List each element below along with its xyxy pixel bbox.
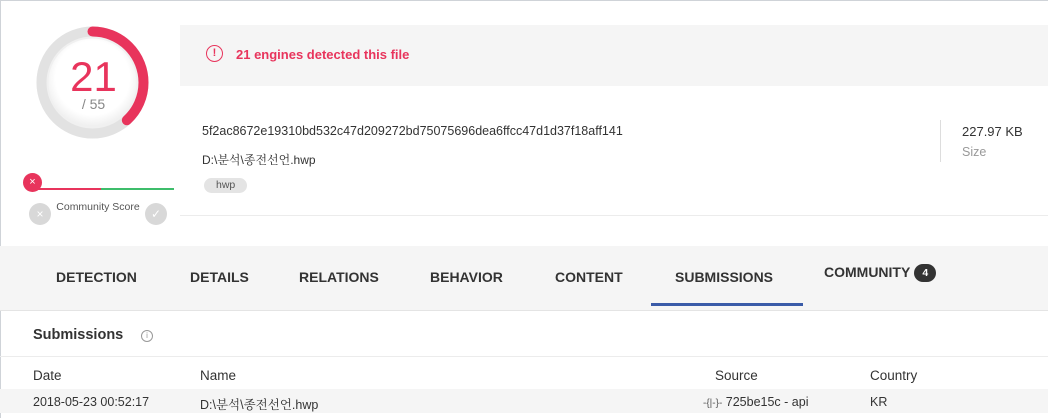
detected-count: 21 <box>70 53 117 100</box>
tab-submissions[interactable]: SUBMISSIONS <box>675 269 774 285</box>
tab-community[interactable] <box>824 264 936 282</box>
alert-icon: ! <box>206 45 223 62</box>
vote-harmful-button[interactable]: × <box>29 203 51 225</box>
community-bar-positive <box>101 188 174 190</box>
file-info <box>180 86 1048 216</box>
tab-details[interactable]: DETAILS <box>190 269 249 285</box>
divider <box>940 120 941 162</box>
submission-source <box>703 395 808 409</box>
tab-community-label: COMMUNITY <box>824 264 911 280</box>
tab-behavior[interactable]: BEHAVIOR <box>430 269 503 285</box>
submission-date: 2018-05-23 00:52:17 <box>33 395 150 409</box>
api-key-icon: -{|-}- <box>703 398 723 409</box>
community-marker-icon: × <box>23 173 42 192</box>
file-name: D:\분석\종전선언.hwp <box>202 153 316 167</box>
tab-bar <box>0 246 1048 311</box>
info-icon[interactable]: i <box>141 330 153 342</box>
file-size: 227.97 KB <box>962 124 1023 139</box>
community-score <box>23 173 173 233</box>
column-source: Source <box>715 368 758 383</box>
community-count-badge: 4 <box>914 264 936 282</box>
active-tab-indicator <box>651 303 803 306</box>
column-name: Name <box>200 368 237 383</box>
submission-name: D:\분석\종전선언.hwp <box>200 398 319 412</box>
submissions-header <box>0 315 1048 357</box>
file-tag[interactable]: hwp <box>204 178 247 193</box>
vote-harmless-button[interactable]: ✓ <box>145 203 167 225</box>
submission-source-text: 725be15c - api <box>725 395 809 409</box>
detection-score-panel <box>10 10 175 235</box>
detection-summary: 21 engines detected this file <box>236 47 410 62</box>
column-country: Country <box>870 368 918 383</box>
tab-content[interactable]: CONTENT <box>555 269 623 285</box>
engine-total: / 55 <box>81 96 106 112</box>
submissions-title: Submissions <box>33 327 124 343</box>
tab-relations[interactable]: RELATIONS <box>299 269 379 285</box>
detection-alert <box>180 25 1048 86</box>
tab-detection[interactable]: DETECTION <box>56 269 137 285</box>
community-score-label: Community Score <box>56 201 140 213</box>
file-size-label: Size <box>962 145 987 159</box>
submission-country: KR <box>870 395 888 409</box>
column-date: Date <box>33 368 62 383</box>
file-hash[interactable]: 5f2ac8672e19310bd532c47d209272bd75075696dea6ffcc47d1d37f18aff141 <box>202 124 623 138</box>
table-row <box>0 389 1048 413</box>
